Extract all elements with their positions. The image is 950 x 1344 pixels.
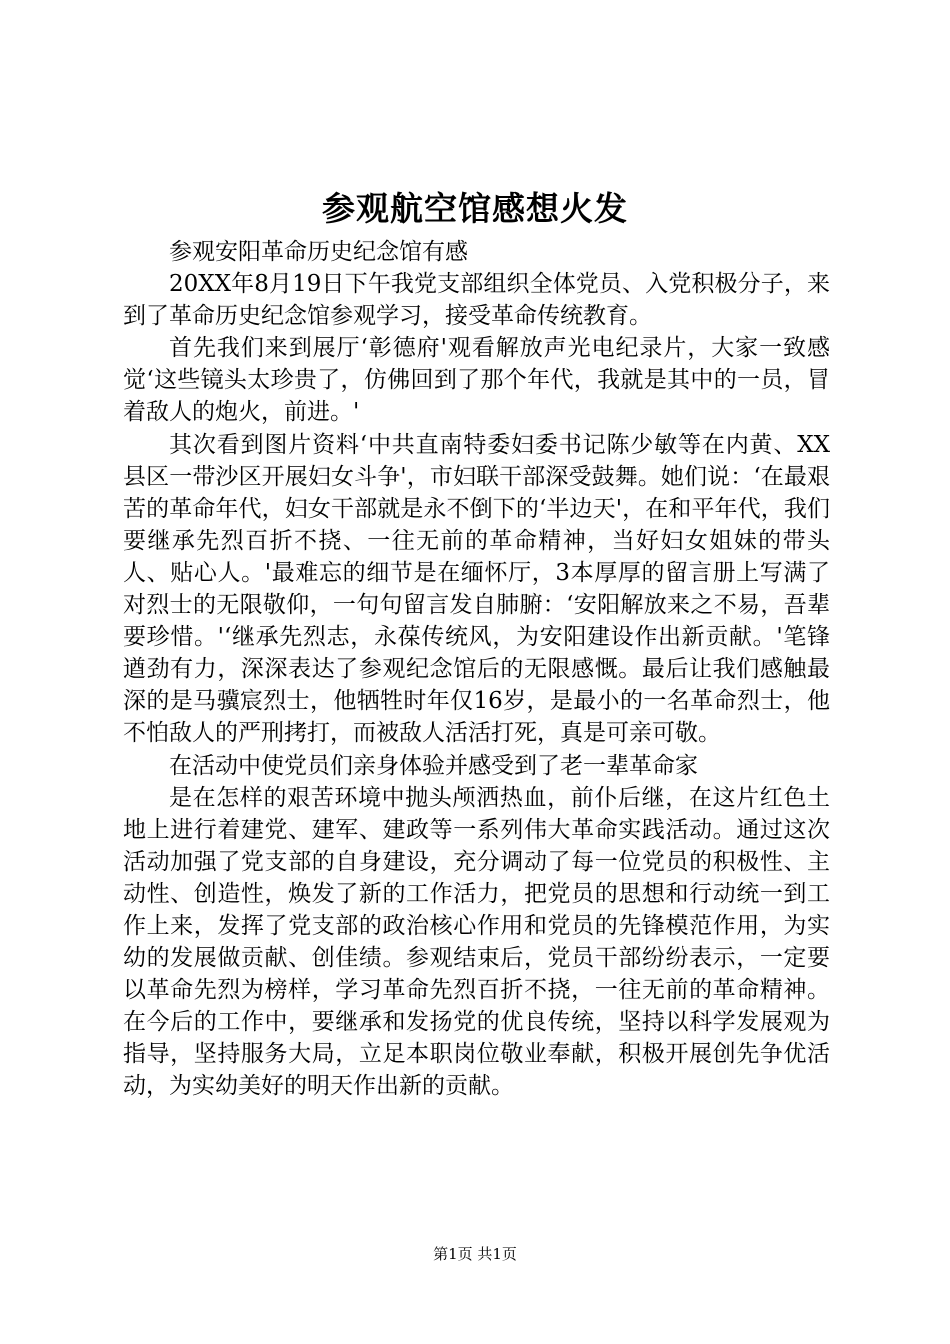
paragraph-first-visit: 首先我们来到展厅‘彰德府'观看解放声光电纪录片，大家一致感觉‘这些镜头太珍贵了，仿佛回到了那个年代，我就是其中的一员，冒着敌人的炮火，前进。' [123,335,830,426]
document-title: 参观航空馆感想火发 [322,189,628,228]
paragraph-second-visit: 其次看到图片资料‘中共直南特委妇委书记陈少敏等在内黄、XX县区一带沙区开展妇女斗争'，市妇联干部深受鼓舞。她们说：‘在最艰苦的革命年代，妇女干部就是永不倒下的‘半边天'，在和平年代，我们要继承先烈百折不挠、一往无前的革命精神，当好妇女姐妹的带头人、贴心人。'最难忘的细节是在缅怀厅，3本厚厚的留言册上写满了对烈士的无限敬仰，一句句留言发自肺腑：‘安阳解放来之不易，吾辈要珍惜。'‘继承先烈志，永葆传统风，为安阳建设作出新贡献。'笔锋遒劲有力，深深表达了参观纪念馆后的无限感慨。最后让我们感触最深的是马骥宸烈士，他牺牲时年仅16岁，是最小的一名革命烈士，他不怕敌人的严刑拷打，而被敌人活活打死，真是可亲可敬。 [123,431,830,747]
paragraph-experience: 在活动中使党员们亲身体验并感受到了老一辈革命家 [169,752,698,779]
paragraph-conclusion: 是在怎样的艰苦环境中抛头颅洒热血，前仆后继，在这片红色土地上进行着建党、建军、建政等一系列伟大革命实践活动。通过这次活动加强了党支部的自身建设，充分调动了每一位党员的积极性、主动性、创造性，焕发了新的工作活力，把党员的思想和行动统一到工作上来，发挥了党支部的政治核心作用和党员的先锋模范作用，为实幼的发展做贡献、创佳绩。参观结束后，党员干部纷纷表示，一定要以革命先烈为榜样，学习革命先烈百折不挠，一往无前的革命精神。在今后的工作中，要继承和发扬党的优良传统，坚持以科学发展观为指导，坚持服务大局，立足本职岗位敬业奉献，积极开展创先争优活动，为实幼美好的明天作出新的贡献。 [123,784,830,1100]
paragraph-intro: 20XX年8月19日下午我党支部组织全体党员、入党积极分子，来到了革命历史纪念馆参观学习，接受革命传统教育。 [123,271,830,330]
paragraph-subtitle: 参观安阳革命历史纪念馆有感 [169,239,468,265]
document-body [123,236,830,1103]
page-number-footer: 第1页 共1页 [433,1245,517,1263]
